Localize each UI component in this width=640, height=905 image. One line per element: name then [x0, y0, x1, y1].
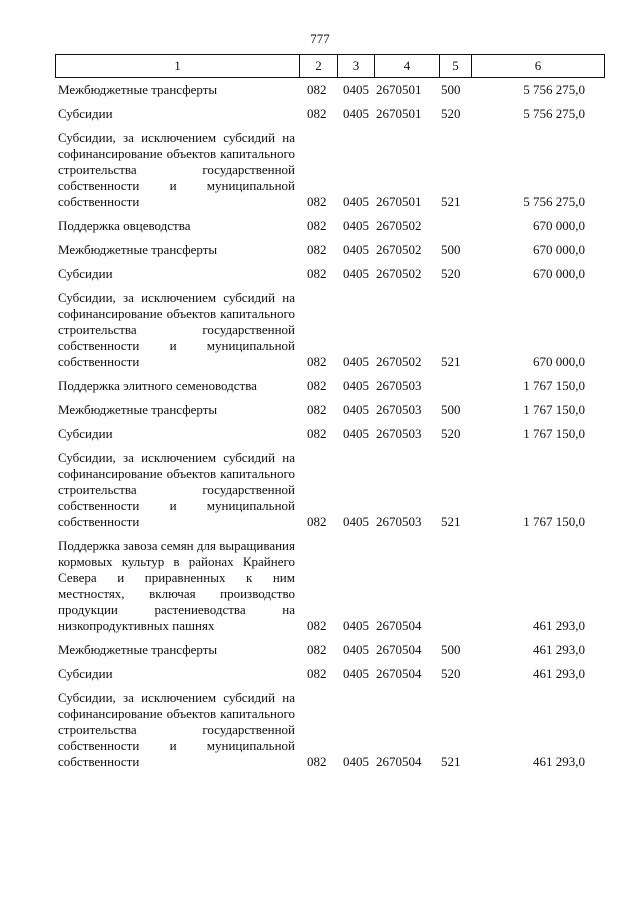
row-name: Субсидии [58, 666, 113, 681]
row-col-3: 0405 [343, 402, 369, 417]
row-col-3: 0405 [343, 242, 369, 257]
row-col-3: 0405 [343, 266, 369, 281]
row-amount: 5 756 275,0 [523, 82, 585, 97]
row-col-4: 2670502 [376, 266, 422, 281]
row-amount: 461 293,0 [533, 618, 585, 633]
row-amount: 1 767 150,0 [523, 378, 585, 393]
table-row [55, 538, 605, 634]
row-col-4: 2670504 [376, 666, 422, 681]
row-col-5: 520 [441, 666, 461, 681]
row-col-2: 082 [307, 82, 327, 97]
table-row [55, 666, 605, 682]
row-col-2: 082 [307, 754, 327, 769]
row-col-2: 082 [307, 666, 327, 681]
row-col-5: 520 [441, 106, 461, 121]
row-col-2: 082 [307, 218, 327, 233]
row-amount: 5 756 275,0 [523, 106, 585, 121]
table-row [55, 130, 605, 210]
row-col-2: 082 [307, 194, 327, 209]
row-col-2: 082 [307, 354, 327, 369]
header-col-6: 6 [471, 55, 605, 77]
row-col-4: 2670503 [376, 514, 422, 529]
row-col-2: 082 [307, 106, 327, 121]
header-col-1: 1 [55, 55, 299, 77]
row-col-5: 520 [441, 426, 461, 441]
row-amount: 461 293,0 [533, 642, 585, 657]
row-col-5: 521 [441, 754, 461, 769]
table-row [55, 82, 605, 98]
row-col-3: 0405 [343, 106, 369, 121]
row-name: Субсидии [58, 266, 113, 281]
table-row [55, 642, 605, 658]
row-amount: 461 293,0 [533, 666, 585, 681]
row-col-3: 0405 [343, 754, 369, 769]
row-col-4: 2670502 [376, 354, 422, 369]
row-col-5: 520 [441, 266, 461, 281]
row-col-4: 2670503 [376, 402, 422, 417]
row-col-5: 500 [441, 82, 461, 97]
page-number: 777 [310, 31, 330, 46]
table-row [55, 242, 605, 258]
row-name: Субсидии, за исключением субсидий на софинансирование объектов капитального строительства государственной собственности и муниципальной собственности [58, 130, 295, 209]
row-col-2: 082 [307, 514, 327, 529]
row-col-4: 2670504 [376, 618, 422, 633]
row-amount: 670 000,0 [533, 354, 585, 369]
row-col-3: 0405 [343, 218, 369, 233]
row-col-2: 082 [307, 378, 327, 393]
header-col-4: 4 [374, 55, 439, 77]
row-col-4: 2670501 [376, 194, 422, 209]
row-name: Межбюджетные трансферты [58, 242, 218, 257]
row-col-4: 2670504 [376, 754, 422, 769]
row-col-2: 082 [307, 242, 327, 257]
row-col-5: 521 [441, 514, 461, 529]
row-col-4: 2670502 [376, 242, 422, 257]
row-amount: 461 293,0 [533, 754, 585, 769]
row-col-5: 500 [441, 242, 461, 257]
row-col-3: 0405 [343, 642, 369, 657]
table-header [55, 54, 605, 78]
row-col-4: 2670501 [376, 82, 422, 97]
row-name: Межбюджетные трансферты [58, 82, 218, 97]
table-row [55, 378, 605, 394]
table-row [55, 266, 605, 282]
row-amount: 670 000,0 [533, 242, 585, 257]
header-col-3: 3 [337, 55, 374, 77]
row-col-4: 2670503 [376, 426, 422, 441]
row-name: Субсидии [58, 426, 113, 441]
table-row [55, 290, 605, 370]
row-name: Межбюджетные трансферты [58, 642, 218, 657]
row-name: Субсидии, за исключением субсидий на софинансирование объектов капитального строительства государственной собственности и муниципальной собственности [58, 690, 295, 769]
row-amount: 1 767 150,0 [523, 402, 585, 417]
row-amount: 1 767 150,0 [523, 514, 585, 529]
row-col-5: 521 [441, 194, 461, 209]
row-col-3: 0405 [343, 514, 369, 529]
row-name: Межбюджетные трансферты [58, 402, 218, 417]
table-row [55, 218, 605, 234]
row-name: Субсидии, за исключением субсидий на софинансирование объектов капитального строительства государственной собственности и муниципальной собственности [58, 450, 295, 529]
table-row [55, 690, 605, 770]
row-col-5: 500 [441, 402, 461, 417]
table-row [55, 450, 605, 530]
table-row [55, 402, 605, 418]
row-amount: 1 767 150,0 [523, 426, 585, 441]
row-name: Поддержка элитного семеноводства [58, 378, 257, 393]
row-amount: 670 000,0 [533, 218, 585, 233]
row-col-3: 0405 [343, 666, 369, 681]
row-col-2: 082 [307, 642, 327, 657]
row-col-4: 2670501 [376, 106, 422, 121]
row-col-4: 2670503 [376, 378, 422, 393]
row-col-5: 521 [441, 354, 461, 369]
row-col-3: 0405 [343, 194, 369, 209]
row-col-2: 082 [307, 266, 327, 281]
row-col-2: 082 [307, 426, 327, 441]
table-row [55, 106, 605, 122]
header-col-2: 2 [299, 55, 337, 77]
row-amount: 670 000,0 [533, 266, 585, 281]
row-col-2: 082 [307, 618, 327, 633]
row-col-5: 500 [441, 642, 461, 657]
row-col-4: 2670504 [376, 642, 422, 657]
row-name: Субсидии [58, 106, 113, 121]
row-name: Поддержка овцеводства [58, 218, 191, 233]
row-col-3: 0405 [343, 378, 369, 393]
row-col-3: 0405 [343, 82, 369, 97]
row-col-3: 0405 [343, 618, 369, 633]
row-amount: 5 756 275,0 [523, 194, 585, 209]
budget-table [55, 54, 605, 778]
table-row [55, 426, 605, 442]
header-col-5: 5 [439, 55, 471, 77]
row-col-3: 0405 [343, 426, 369, 441]
row-col-2: 082 [307, 402, 327, 417]
row-name: Поддержка завоза семян для выращивания кормовых культур в районах Крайнего Севера и приравненных к ним местностях, включая производство продукции растениеводства на низкопродуктивных пашнях [58, 538, 295, 633]
row-col-3: 0405 [343, 354, 369, 369]
table-body [55, 82, 605, 770]
row-col-4: 2670502 [376, 218, 422, 233]
row-name: Субсидии, за исключением субсидий на софинансирование объектов капитального строительства государственной собственности и муниципальной собственности [58, 290, 295, 369]
